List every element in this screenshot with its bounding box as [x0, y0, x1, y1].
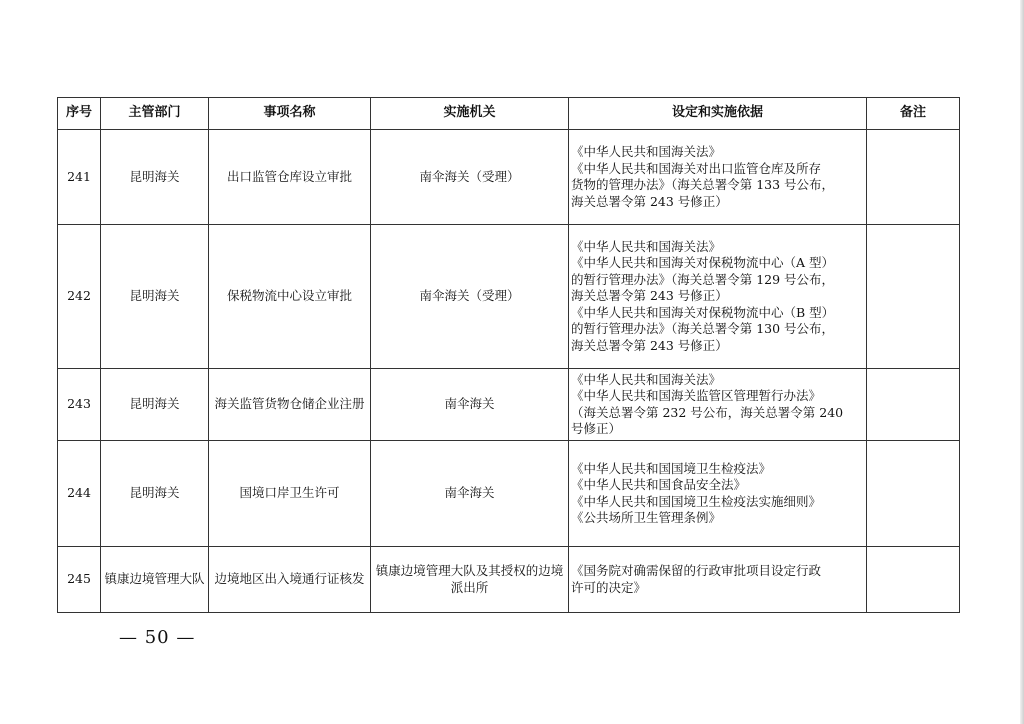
cell-agency: 南伞海关（受理）	[371, 130, 569, 225]
basis-line: 《中华人民共和国海关法》	[571, 371, 722, 387]
basis-line: 《中华人民共和国食品安全法》	[571, 477, 747, 492]
page-number: — 50 —	[119, 627, 196, 648]
cell-seq: 243	[58, 369, 101, 441]
header-basis: 设定和实施依据	[569, 98, 867, 130]
cell-agency: 南伞海关	[371, 369, 569, 441]
cell-seq: 241	[58, 130, 101, 225]
header-item: 事项名称	[209, 98, 371, 130]
cell-note	[867, 441, 960, 547]
cell-basis	[569, 130, 867, 225]
basis-line: 海关总署令第 243 号修正）	[571, 337, 728, 353]
basis-line: 号修正）	[571, 421, 622, 436]
cell-note	[867, 369, 960, 441]
cell-dept: 昆明海关	[101, 225, 209, 369]
table-row	[58, 225, 960, 369]
basis-line: 《中华人民共和国海关对出口监管仓库及所存	[571, 160, 822, 176]
cell-agency: 镇康边境管理大队及其授权的边境派出所	[371, 547, 569, 613]
cell-dept: 昆明海关	[101, 441, 209, 547]
header-seq: 序号	[58, 98, 101, 130]
basis-line: 《中华人民共和国国境卫生检疫法实施细则》	[571, 493, 822, 509]
table-row	[58, 441, 960, 547]
basis-line: 海关总署令第 243 号修正）	[571, 288, 728, 304]
cell-note	[867, 130, 960, 225]
cell-basis	[569, 225, 867, 369]
basis-line: 《中华人民共和国海关监管区管理暂行办法》	[571, 388, 822, 403]
cell-basis	[569, 547, 867, 613]
basis-line: 《国务院对确需保留的行政审批项目设定行政	[571, 563, 822, 578]
cell-item: 国境口岸卫生许可	[209, 441, 371, 547]
basis-line: 《中华人民共和国国境卫生检疫法》	[571, 460, 772, 476]
cell-basis	[569, 441, 867, 547]
cell-seq: 245	[58, 547, 101, 613]
cell-dept: 镇康边境管理大队	[101, 547, 209, 613]
basis-line: 《中华人民共和国海关法》	[571, 144, 722, 159]
cell-seq: 242	[58, 225, 101, 369]
table-row	[58, 130, 960, 225]
approval-items-table	[57, 97, 960, 613]
cell-agency: 南伞海关	[371, 441, 569, 547]
cell-dept: 昆明海关	[101, 369, 209, 441]
header-dept: 主管部门	[101, 98, 209, 130]
cell-agency: 南伞海关（受理）	[371, 225, 569, 369]
basis-line: 《中华人民共和国海关对保税物流中心（A 型）	[571, 255, 835, 271]
cell-seq: 244	[58, 441, 101, 547]
header-note: 备注	[867, 98, 960, 130]
page-edge	[1020, 0, 1024, 724]
cell-note	[867, 225, 960, 369]
basis-line: 海关总署令第 243 号修正）	[571, 193, 728, 209]
cell-item: 保税物流中心设立审批	[209, 225, 371, 369]
table-header-row	[58, 98, 960, 130]
basis-line: （海关总署令第 232 号公布，海关总署令第 240	[571, 404, 844, 420]
table-row	[58, 547, 960, 613]
cell-item: 出口监管仓库设立审批	[209, 130, 371, 225]
cell-item: 海关监管货物仓储企业注册	[209, 369, 371, 441]
cell-basis	[569, 369, 867, 441]
basis-line: 《公共场所卫生管理条例》	[571, 510, 722, 525]
table-row	[58, 369, 960, 441]
basis-line: 货物的管理办法》（海关总署令第 133 号公布，	[571, 177, 835, 192]
cell-dept: 昆明海关	[101, 130, 209, 225]
basis-line: 《中华人民共和国海关法》	[571, 238, 722, 254]
basis-line: 的暂行管理办法》（海关总署令第 130 号公布，	[571, 321, 835, 337]
basis-line: 的暂行管理办法》（海关总署令第 129 号公布，	[571, 271, 835, 287]
basis-line: 许可的决定》	[571, 579, 647, 595]
cell-item: 边境地区出入境通行证核发	[209, 547, 371, 613]
header-agency: 实施机关	[371, 98, 569, 130]
basis-line: 《中华人民共和国海关对保税物流中心（B 型）	[571, 304, 835, 320]
cell-note	[867, 547, 960, 613]
